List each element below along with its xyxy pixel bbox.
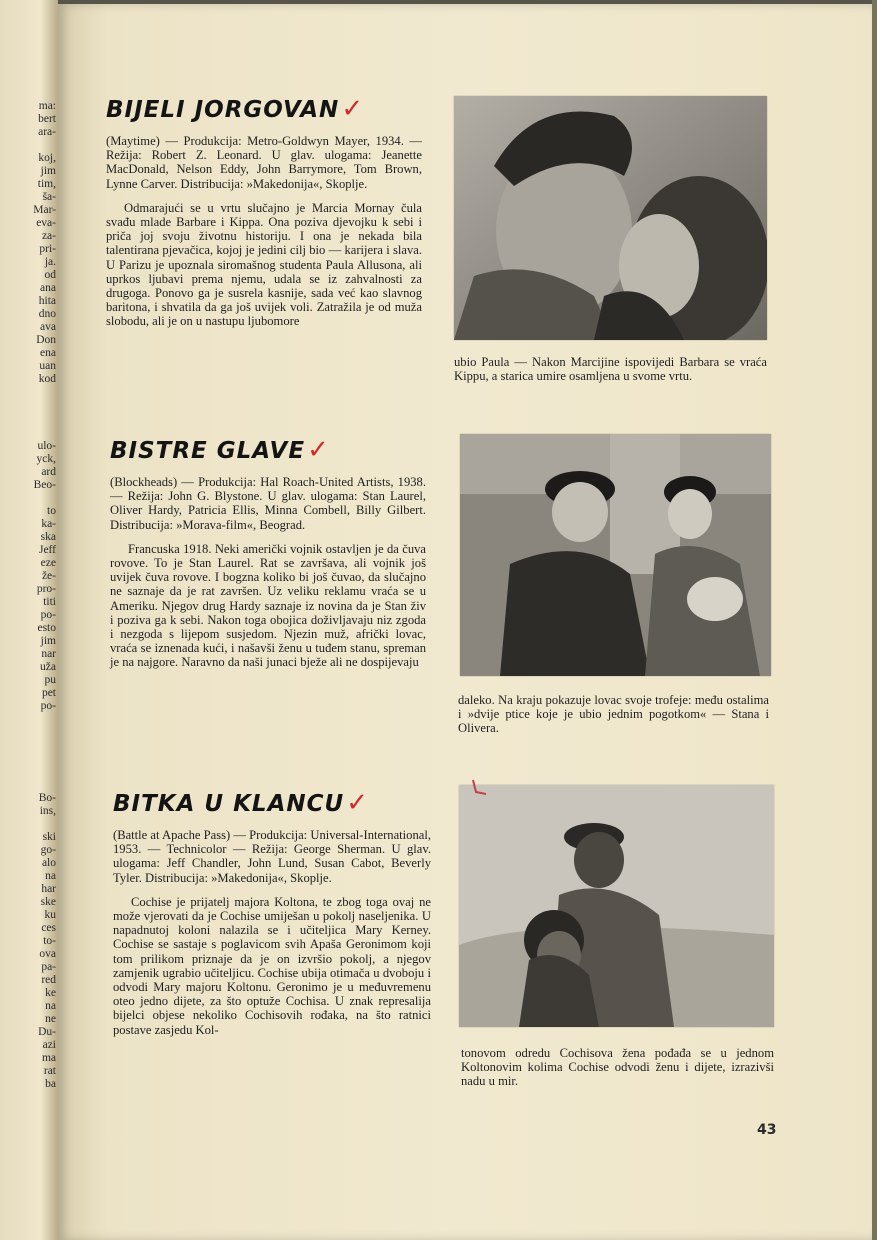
red-check-mark: ✓ <box>307 435 330 465</box>
film-still-photo-blockheads <box>460 434 771 676</box>
article-title-bistre-glave: BISTRE GLAVE✓ <box>110 435 330 465</box>
article-text-bistre-glave <box>110 475 426 670</box>
photo-caption-blockheads: daleko. Na kraju pokazuje lovac svoje trofeje: među ostalima i »dvije ptice koje je ubio jednim pogotkom« — Stana i Olivera. <box>458 693 769 736</box>
credits: (Maytime) — Produkcija: Metro-Goldwyn Mayer, 1934. — Režija: Robert Z. Leonard. U glav. ulogama: Jeanette MacDonald, Nelson Eddy, John Barrymore, Tom Brown, Lynne Carver. Distribucija: »Makedonija«, Skoplje. <box>106 134 422 191</box>
red-pencil-mark <box>470 778 490 798</box>
film-still-photo-battle-at-apache-pass <box>459 785 774 1027</box>
red-check-mark: ✓ <box>346 788 369 818</box>
left-page-fragment <box>0 0 58 1240</box>
synopsis: Cochise je prijatelj majora Koltona, te zbog toga ovaj ne može vjerovati da je Cochise umiješan u pokolj naseljenika. U napadnutoj koloni nalazila se i učiteljica Mary Kerney. Cochise se sastaje s poglavicom svih Apaša Geronimom koji tom prilikom priznaje da je on izvršio pokolj, a njegov zamjenik ugrabio učiteljicu. Cochise ubija otimača u dvoboju i odvodi Mary majoru Koltonu. Geronimo je u međuvremenu oteo jedno dijete, za što optuže Cochisa. U znak represalija bijelci objese nekoliko Cochisovih rođaka, na što ratnici postave zasjedu Kol- <box>113 894 431 1037</box>
synopsis: Francuska 1918. Neki američki vojnik ostavljen je da čuva rovove. To je Stan Laurel. Rat se završava, ali vojnik još uvijek čuva rovove. I bogzna koliko bi još čuvao, da slučajno ne saznaje da je rat završen. Uz veliku reklamu vraća se u Ameriku. Njegov drug Hardy saznaje iz novina da je Stan živ i poziva ga k sebi. Nakon toga obojica doživljavaju niz zgoda i nezgoda s lijepom susjedom. Njezin muž, afrički lovac, vraća se iznenada kući, i našavši ženu u tuđem stanu, spreman je na najgore. Naravno da naši junaci bježe ali ne dospijevaju <box>110 541 426 670</box>
credits: (Battle at Apache Pass) — Produkcija: Universal-International, 1953. — Technicolor — Režija: George Sherman. U glav. ulogama: Jeff Chandler, John Lund, Susan Cabot, Beverly Tyler. Distribucija: »Makedonija«, Skoplje. <box>113 828 431 885</box>
red-check-mark: ✓ <box>341 94 365 124</box>
credits: (Blockheads) — Produkcija: Hal Roach-United Artists, 1938. — Režija: John G. Blystone. U glav. ulogama: Stan Laurel, Oliver Hardy, Patricia Ellis, Minna Combell, Billy Gilbert. Distribucija: »Morava-film«, Beograd. <box>110 475 426 532</box>
synopsis: Odmarajući se u vrtu slučajno je Marcia Mornay čula svađu mlade Barbare i Kippa. Ona poziva djevojku k sebi i priča joj svoju životnu historiju. I ona je nekada bila talentirana pjevačica, kojoj je jedini cilj bio — karijera i slava. U Parizu je upoznala siromašnog studenta Paula Allusona, ali uprkos ljubavi prema njemu, udala se iz zahvalnosti za drugoga. Ponovo ga je susrela kasnije, sada već kao slavnog baritona, i shvatila da ga još uvijek voli. Zatražila je od muža slobodu, ali je on u nastupu ljubomore <box>106 200 422 329</box>
scan-right-edge <box>872 0 877 1240</box>
article-text-bitka-u-klancu <box>113 828 431 1037</box>
article-title-bijeli-jorgovan: BIJELI JORGOVAN✓ <box>106 94 365 124</box>
photo-caption-battle-at-apache-pass: tonovom odredu Cochisova žena pođađa se u jednom Koltonovim kolima Cochise odvodi ženu i dijete, izrazivši nadu u mir. <box>461 1046 774 1089</box>
page-number: 43 <box>757 1122 777 1138</box>
article-text-bijeli-jorgovan <box>106 134 422 329</box>
left-page-text-column-3: Bo- ins, ski go- alo na har ske ku ces to- ova pa- red ke na ne Du- azi ma rat ba <box>38 792 56 1090</box>
left-page-text-column-1: ma: bert ara- koj, jim tim, ša- Mar- eva- za- pri- ja. od ana hita dno ava Don ena uan kod <box>33 100 56 385</box>
photo-caption-maytime: ubio Paula — Nakon Marcijine ispovijedi Barbara se vraća Kippu, a starica umire osamljena u svome vrtu. <box>454 355 767 384</box>
film-still-photo-maytime <box>454 96 767 340</box>
left-page-text-column-2: ulo- yck, ard Beo- to ka- ska Jeff eze že- pro- titi po- esto jim nar uža pu pet po- <box>33 440 56 712</box>
article-title-bitka-u-klancu: BITKA U KLANCU✓ <box>113 788 369 818</box>
